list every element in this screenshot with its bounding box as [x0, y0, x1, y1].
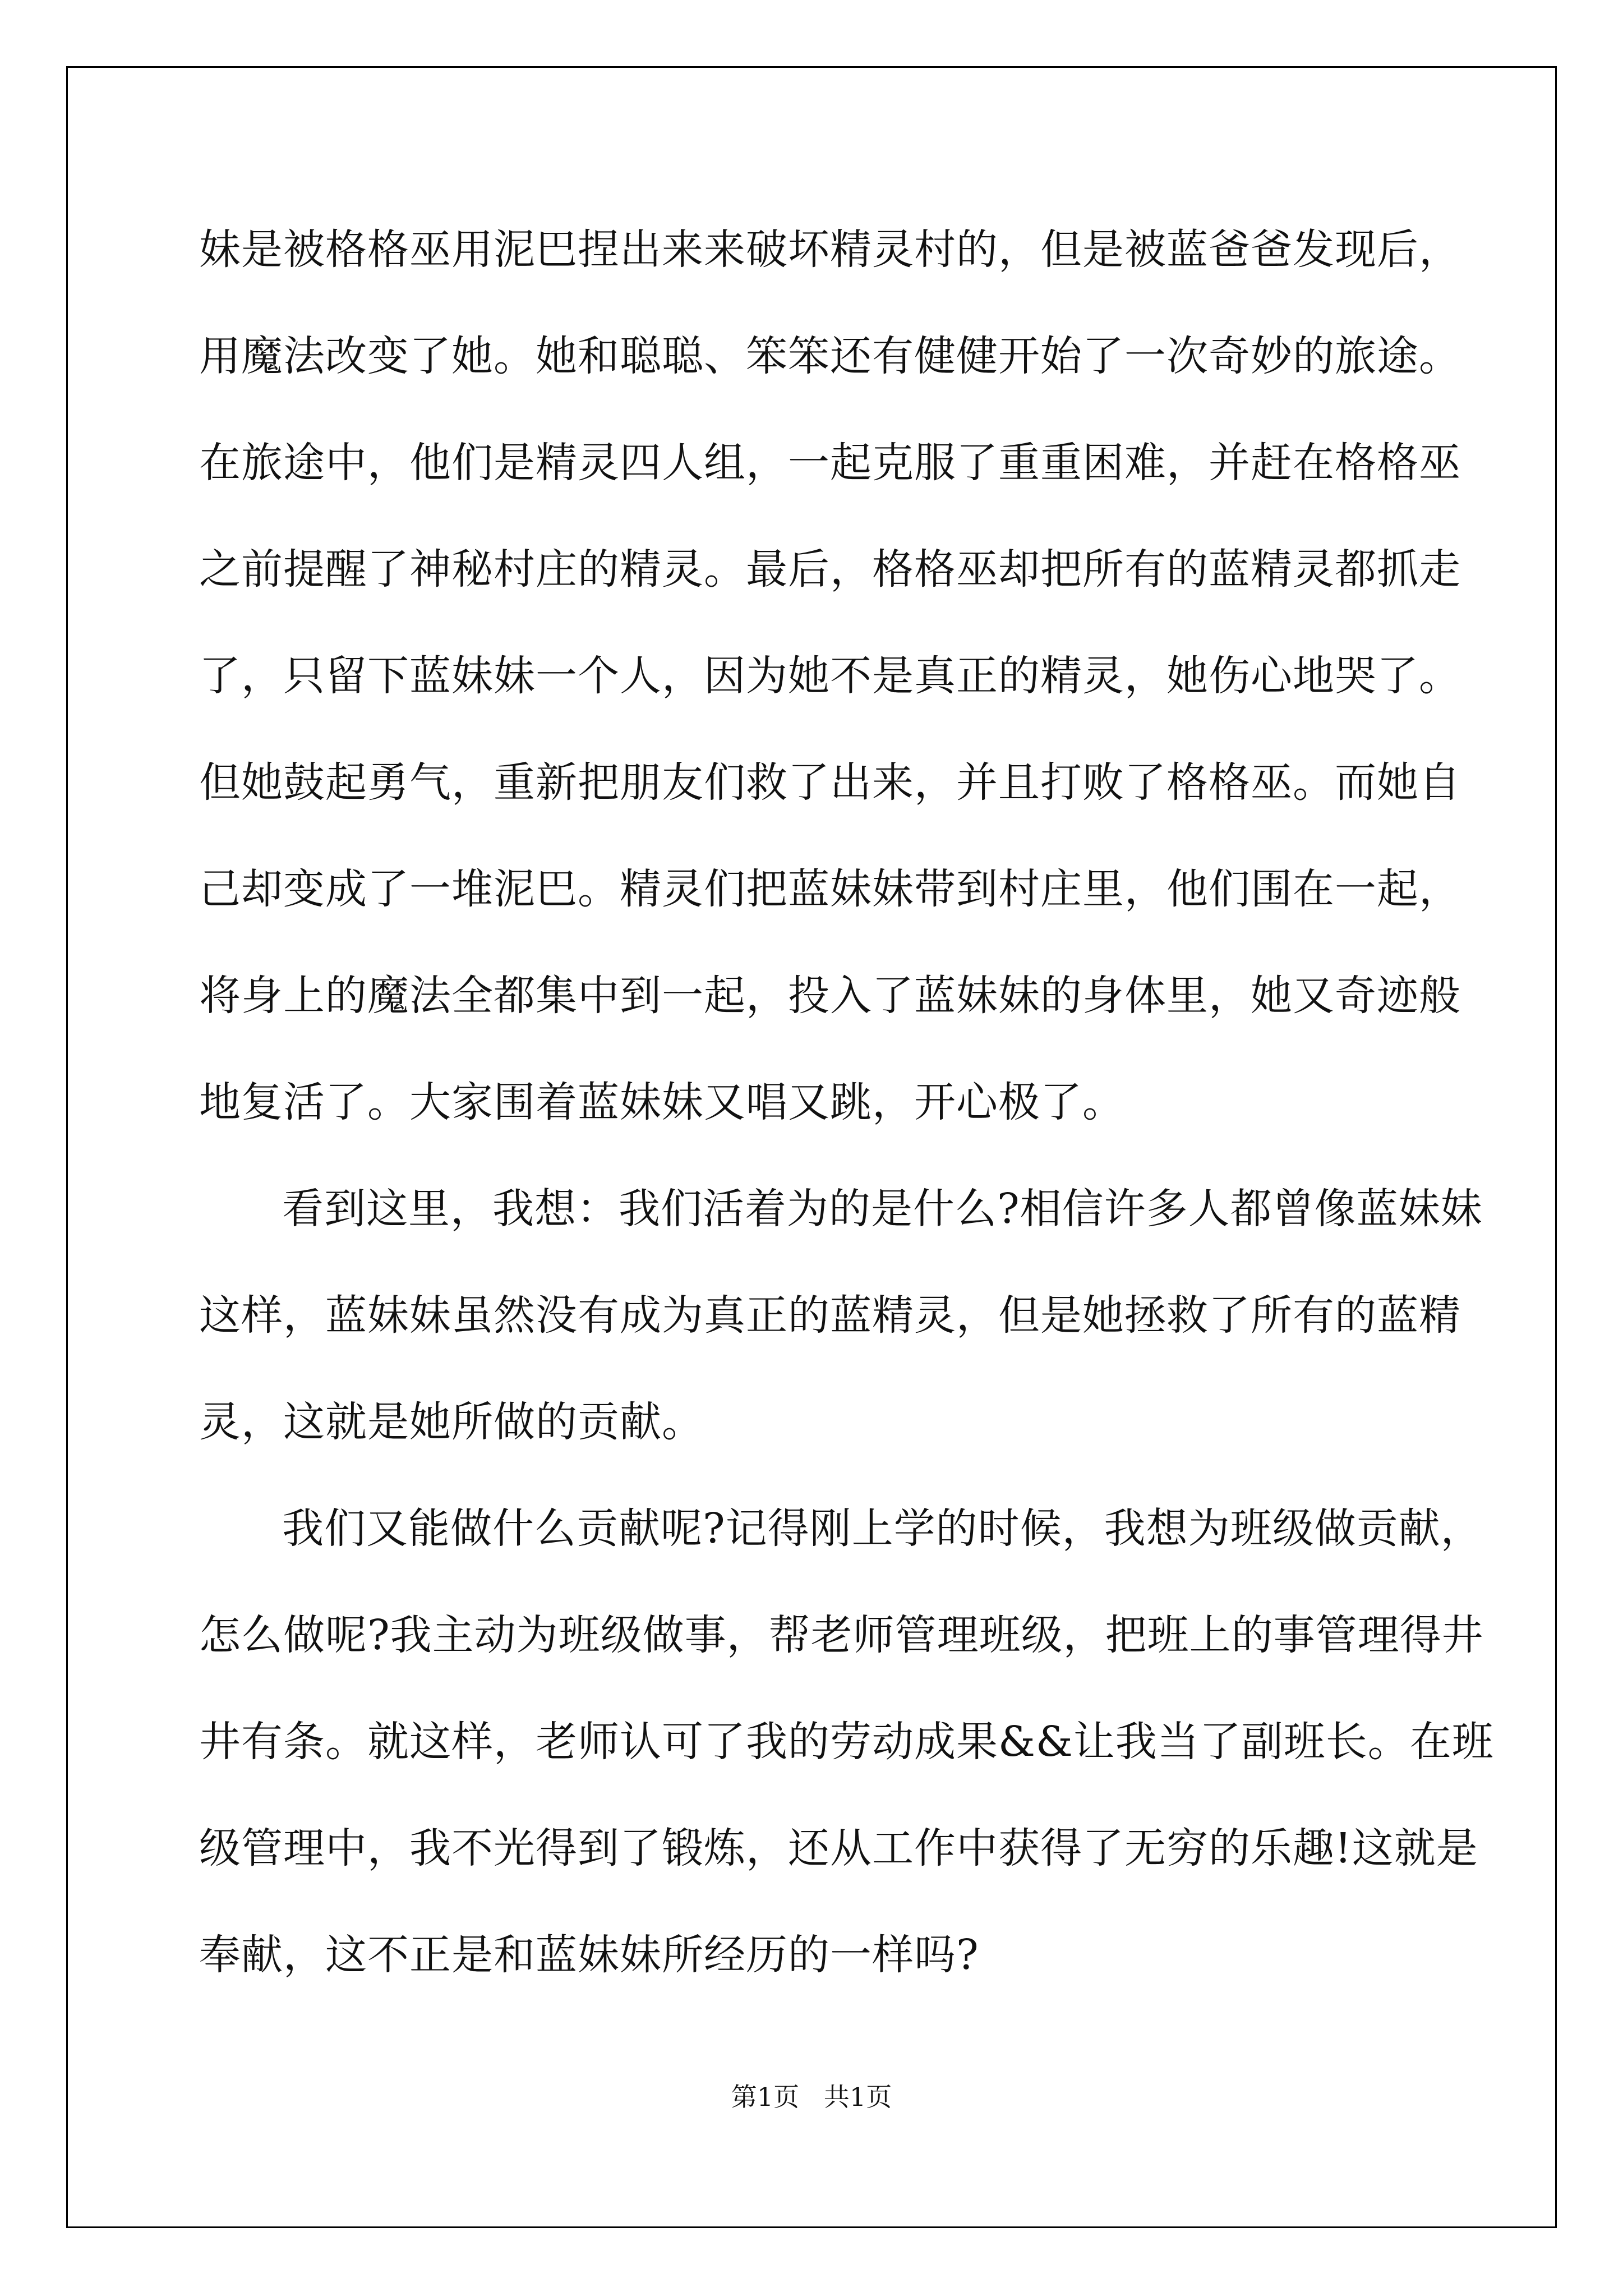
text-line: 井有条。就这样，老师认可了我的劳动成果&&让我当了副班长。在班 — [199, 1718, 1494, 1766]
text-line: 灵，这就是她所做的贡献。 — [199, 1398, 704, 1446]
text-line: 怎么做呢?我主动为班级做事，帮老师管理班级，把班上的事管理得井 — [199, 1611, 1484, 1659]
page-number-footer: 第1页 共1页 — [731, 2082, 892, 2112]
text-line: 奉献，这不正是和蓝妹妹所经历的一样吗? — [199, 1931, 979, 1979]
text-line: 但她鼓起勇气，重新把朋友们救了出来，并且打败了格格巫。而她自 — [199, 758, 1461, 807]
text-line: 之前提醒了神秘村庄的精灵。最后，格格巫却把所有的蓝精灵都抓走 — [199, 545, 1461, 593]
text-line: 了，只留下蓝妹妹一个人，因为她不是真正的精灵，她伤心地哭了。 — [199, 652, 1461, 700]
text-line: 地复活了。大家围着蓝妹妹又唱又跳，开心极了。 — [199, 1078, 1124, 1126]
paragraph-first-line: 看到这里，我想：我们活着为的是什么?相信许多人都曾像蓝妹妹 — [282, 1185, 1483, 1233]
text-line: 用魔法改变了她。她和聪聪、笨笨还有健健开始了一次奇妙的旅途。 — [199, 332, 1461, 380]
text-line: 这样，蓝妹妹虽然没有成为真正的蓝精灵，但是她拯救了所有的蓝精 — [199, 1291, 1461, 1340]
page-border — [66, 66, 1557, 2228]
text-line: 将身上的魔法全都集中到一起，投入了蓝妹妹的身体里，她又奇迹般 — [199, 972, 1461, 1020]
text-line: 己却变成了一堆泥巴。精灵们把蓝妹妹带到村庄里，他们围在一起， — [199, 865, 1461, 913]
text-line: 在旅途中，他们是精灵四人组，一起克服了重重困难，并赶在格格巫 — [199, 439, 1461, 487]
text-line: 级管理中，我不光得到了锻炼，还从工作中获得了无穷的乐趣!这就是 — [199, 1824, 1478, 1872]
text-line: 妹是被格格巫用泥巴捏出来来破坏精灵村的，但是被蓝爸爸发现后， — [199, 226, 1461, 274]
paragraph-first-line: 我们又能做什么贡献呢?记得刚上学的时候，我想为班级做贡献， — [282, 1504, 1483, 1553]
